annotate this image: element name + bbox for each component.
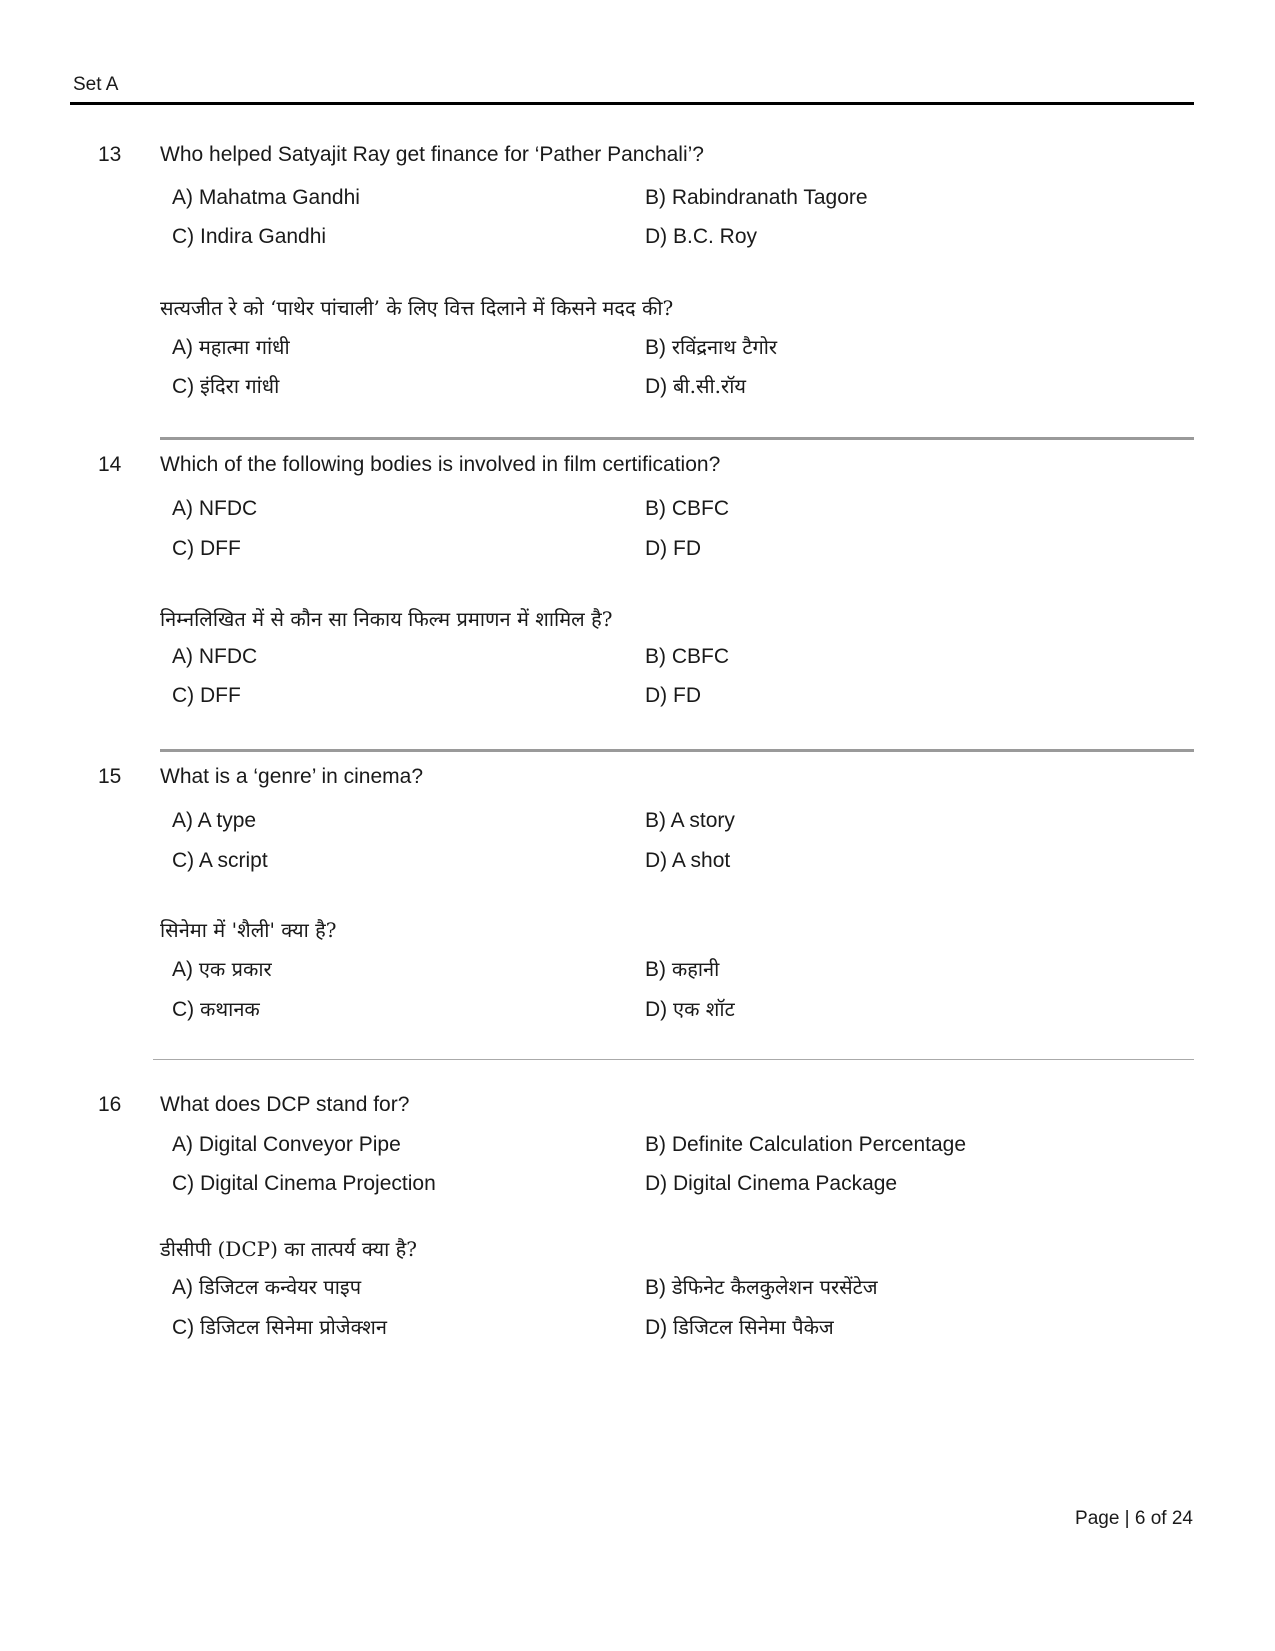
question-15-option-d-hi (645, 995, 735, 1022)
question-16-option-c-hi (172, 1313, 387, 1340)
option-prefix: D) (645, 684, 668, 707)
option-value: कहानी (671, 957, 720, 981)
option-value: डिजिटल सिनेमा पैकेज (673, 1315, 834, 1339)
question-14-option-d-hi (645, 684, 701, 708)
question-15-option-d-en: D) A shot (645, 849, 731, 872)
option-prefix: D) (645, 1316, 668, 1339)
question-14-option-c-hi (172, 684, 241, 708)
option-prefix: B) (645, 645, 666, 668)
option-prefix: A) (172, 645, 193, 668)
question-15-option-c-en: C) A script (172, 849, 268, 872)
question-15-text-en: What is a ‘genre’ in cinema? (160, 765, 424, 788)
question-14-text-hi: निम्नलिखित में से कौन सा निकाय फिल्म प्रमाणन में शामिल है? (160, 607, 613, 631)
header-rule (70, 102, 1194, 105)
question-13-text-en: Who helped Satyajit Ray get finance for ‘Pather Panchali’? (160, 143, 704, 166)
question-13-option-b-hi (645, 333, 777, 360)
question-13-text-hi: सत्यजीत रे को ‘पाथेर पांचाली’ के लिए वित्त दिलाने में किसने मदद की? (160, 296, 674, 320)
option-prefix: B) (645, 1276, 666, 1299)
option-prefix: A) (172, 958, 193, 981)
question-16-option-a-hi (172, 1273, 361, 1300)
question-divider (160, 749, 1194, 752)
question-divider (153, 1059, 1194, 1060)
question-13-option-a-en: A) Mahatma Gandhi (172, 186, 360, 209)
question-16-option-c-en: C) Digital Cinema Projection (172, 1172, 436, 1195)
question-14-text-en: Which of the following bodies is involved in film certification? (160, 453, 721, 476)
option-prefix: A) (172, 336, 193, 359)
question-15-number: 15 (98, 765, 122, 788)
option-value: कथानक (200, 997, 260, 1021)
question-15-option-a-en: A) A type (172, 809, 257, 832)
question-16-option-b-en: B) Definite Calculation Percentage (645, 1133, 967, 1156)
option-value: डिजिटल कन्वेयर पाइप (198, 1275, 362, 1299)
question-13-option-d-hi (645, 372, 746, 399)
question-14-option-b-hi (645, 645, 729, 669)
option-value: इंदिरा गांधी (200, 374, 280, 398)
option-value: CBFC (671, 645, 730, 668)
option-prefix: C) (172, 998, 195, 1021)
question-16-option-d-hi (645, 1313, 834, 1340)
question-16-option-d-en: D) Digital Cinema Package (645, 1172, 898, 1195)
option-value: डिजिटल सिनेमा प्रोजेक्शन (200, 1315, 387, 1339)
option-value: रविंद्रनाथ टैगोर (671, 335, 778, 359)
question-14-option-b-en: B) CBFC (645, 497, 729, 520)
question-16-number: 16 (98, 1093, 122, 1116)
option-value: बी.सी.रॉय (673, 374, 746, 398)
option-value: NFDC (198, 645, 258, 668)
option-value: एक प्रकार (198, 957, 272, 981)
option-prefix: D) (645, 998, 668, 1021)
question-13-option-c-hi (172, 372, 279, 399)
question-13-option-d-en: D) B.C. Roy (645, 225, 758, 248)
question-13-option-b-en: B) Rabindranath Tagore (645, 186, 868, 209)
question-15-text-hi: सिनेमा में 'शैली' क्या है? (160, 918, 337, 942)
option-prefix: C) (172, 684, 195, 707)
option-value: महात्मा गांधी (198, 335, 290, 359)
option-value: डेफिनेट कैलकुलेशन परसेंटेज (671, 1275, 878, 1299)
option-prefix: C) (172, 1316, 195, 1339)
question-15-option-c-hi (172, 995, 260, 1022)
question-16-text-hi: डीसीपी (DCP) का तात्पर्य क्या है? (160, 1237, 418, 1261)
question-13-option-a-hi (172, 333, 290, 360)
option-prefix: B) (645, 958, 666, 981)
question-divider (160, 437, 1194, 440)
question-14-option-a-en: A) NFDC (172, 497, 258, 520)
question-16-option-b-hi (645, 1273, 878, 1300)
question-15-option-b-en: B) A story (645, 809, 735, 832)
question-13-number: 13 (98, 143, 122, 166)
option-value: DFF (200, 684, 241, 707)
option-value: एक शॉट (673, 997, 735, 1021)
question-15-option-a-hi (172, 955, 272, 982)
question-14-option-c-en: C) DFF (172, 537, 241, 560)
option-prefix: C) (172, 375, 195, 398)
question-16-text-en: What does DCP stand for? (160, 1093, 410, 1116)
question-14-number: 14 (98, 453, 122, 476)
option-value: FD (673, 684, 702, 707)
question-15-option-b-hi (645, 955, 719, 982)
question-13-option-c-en: C) Indira Gandhi (172, 225, 327, 248)
question-14-option-a-hi (172, 645, 257, 669)
question-16-option-a-en: A) Digital Conveyor Pipe (172, 1133, 401, 1156)
option-prefix: A) (172, 1276, 193, 1299)
option-prefix: B) (645, 336, 666, 359)
question-14-option-d-en: D) FD (645, 537, 701, 560)
set-label: Set A (73, 74, 119, 95)
option-prefix: D) (645, 375, 668, 398)
page-number: Page | 6 of 24 (1075, 1508, 1193, 1529)
